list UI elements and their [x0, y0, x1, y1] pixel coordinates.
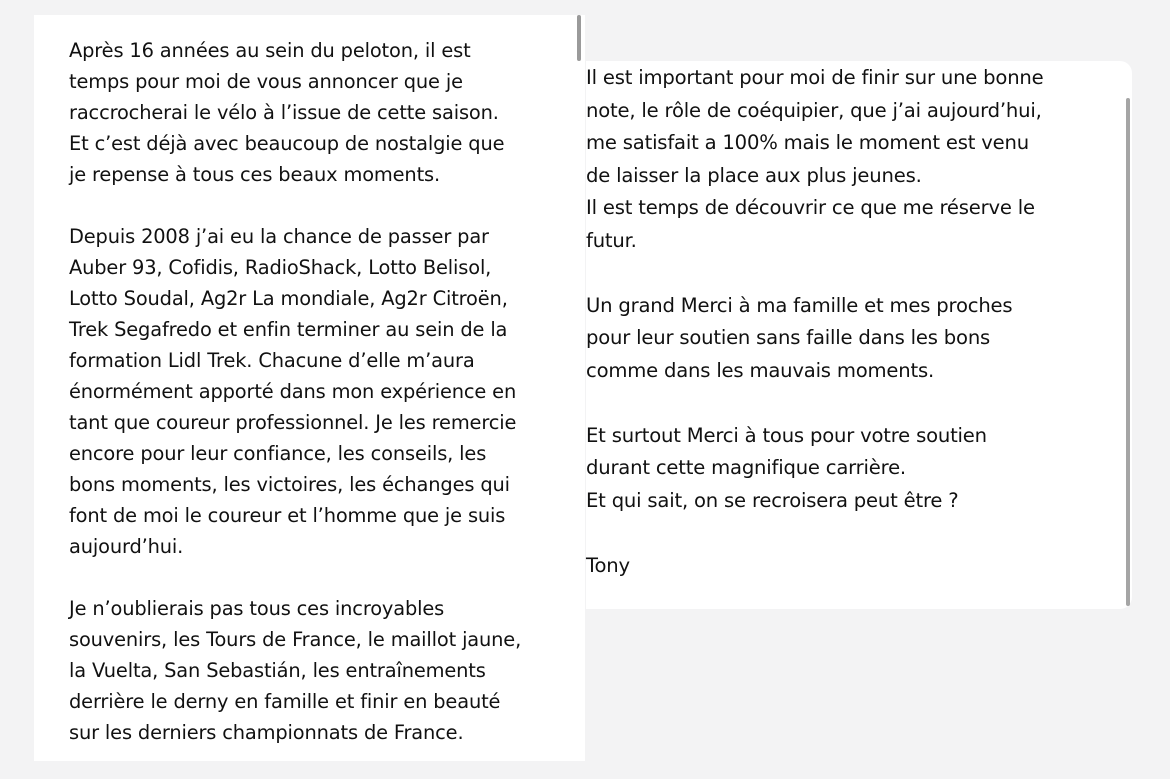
- text-line: futur.: [586, 228, 637, 252]
- text-line: temps pour moi de vous annoncer que je: [69, 70, 463, 93]
- text-line: Depuis 2008 j’ai eu la chance de passer par: [69, 225, 489, 248]
- text-line: Auber 93, Cofidis, RadioShack, Lotto Belisol,: [69, 256, 492, 279]
- text-line: Et surtout Merci à tous pour votre soutien: [586, 423, 987, 447]
- text-line: souvenirs, les Tours de France, le maillot jaune,: [69, 628, 522, 651]
- right-scrollbar[interactable]: [1126, 98, 1130, 606]
- text-line: Un grand Merci à ma famille et mes proches: [586, 293, 1013, 317]
- right-text-panel: [586, 61, 1132, 609]
- left-paragraph-1: [69, 35, 585, 190]
- right-paragraph-3: [586, 420, 1132, 518]
- text-line: font de moi le coureur et l’homme que je suis: [69, 504, 506, 527]
- text-line: Et c’est déjà avec beaucoup de nostalgie que: [69, 132, 505, 155]
- text-line: tant que coureur professionnel. Je les remercie: [69, 411, 517, 434]
- text-line: me satisfait a 100% mais le moment est venu: [586, 131, 1029, 154]
- left-text-panel: [34, 15, 585, 761]
- text-line: Et qui sait, on se recroisera peut être ?: [586, 488, 959, 512]
- text-line: Lotto Soudal, Ag2r La mondiale, Ag2r Citroën,: [69, 287, 508, 310]
- text-line: durant cette magnifique carrière.: [586, 456, 906, 479]
- text-line: note, le rôle de coéquipier, que j’ai aujourd’hui,: [586, 98, 1042, 122]
- right-paragraph-2: [586, 290, 1132, 388]
- text-line: Trek Segafredo et enfin terminer au sein de la: [69, 318, 508, 341]
- signature-name: Tony: [586, 553, 630, 577]
- text-line: pour leur soutien sans faille dans les bons: [586, 326, 991, 349]
- text-line: énormément apporté dans mon expérience en: [69, 380, 517, 403]
- left-paragraph-3: [69, 593, 585, 748]
- text-line: encore pour leur confiance, les conseils, les: [69, 442, 487, 465]
- left-paragraph-2: [69, 221, 585, 562]
- text-line: je repense à tous ces beaux moments.: [69, 163, 440, 186]
- text-line: Il est important pour moi de finir sur une bonne: [586, 66, 1044, 89]
- text-line: Il est temps de découvrir ce que me réserve le: [586, 196, 1035, 219]
- text-line: sur les derniers championnats de France.: [69, 721, 464, 744]
- text-line: aujourd’hui.: [69, 535, 184, 558]
- text-line: derrière le derny en famille et finir en beauté: [69, 690, 501, 713]
- text-line: Je n’oublierais pas tous ces incroyables: [69, 597, 445, 620]
- text-line: formation Lidl Trek. Chacune d’elle m’aura: [69, 349, 475, 372]
- text-line: comme dans les mauvais moments.: [586, 358, 934, 382]
- right-paragraph-1: [586, 62, 1132, 257]
- left-scrollbar[interactable]: [577, 15, 581, 61]
- text-line: de laisser la place aux plus jeunes.: [586, 163, 922, 187]
- text-line: Après 16 années au sein du peloton, il est: [69, 39, 471, 62]
- text-line: la Vuelta, San Sebastián, les entraînements: [69, 659, 486, 682]
- signature: [586, 550, 1132, 583]
- text-line: raccrocherai le vélo à l’issue de cette saison.: [69, 101, 499, 124]
- text-line: bons moments, les victoires, les échanges qui: [69, 473, 510, 496]
